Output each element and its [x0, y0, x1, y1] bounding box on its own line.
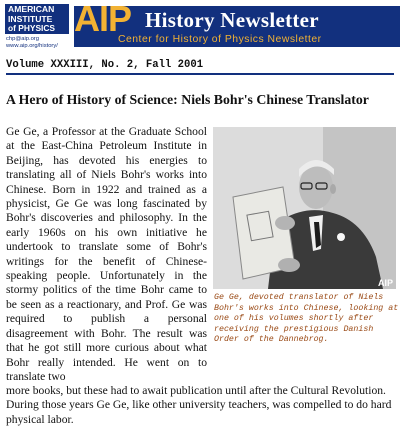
masthead [0, 0, 400, 60]
issue-line: Volume XXXIII, No. 2, Fall 2001 [6, 59, 204, 71]
aip-logo: AIP [74, 0, 132, 39]
header-divider [6, 73, 394, 75]
org-line-1: AMERICAN [8, 4, 55, 14]
contact-email[interactable]: chp@aip.org [6, 36, 39, 42]
contact-block [6, 36, 70, 50]
article-body-column: Ge Ge, a Professor at the Graduate School at the East-China Petroleum Institute in Beijing, has devoted his energies to translating all of Niels Bohr's works into Chinese. Born in 1922 and trained as a physicist, Ge Ge was long fascinated by Bohr's discoveries and philosophy. In the early 1960s on his own initiative he undertook to translate some of Bohr's writings for the benefit of Chinese-speaking people. Unfortunately in the stormy politics of the time Bohr came to be seen as a reactionary, and Prof. Ge was required to publish a personal disagreement with Bohr. The result was that he got still more curious about what Bohr really intended. He went on to translate two [6, 125, 207, 383]
ge-ge-photo [213, 127, 396, 289]
newsletter-title: History Newsletter [145, 8, 319, 32]
org-line-3: of PHYSICS [8, 23, 55, 34]
photo-caption: Ge Ge, devoted translator of Niels Bohr's works into Chinese, looking at one of his volumes shortly after receiving the prestigious Danish Order of the Dannebrog. [214, 293, 399, 345]
photo-illustration [213, 127, 396, 289]
article-body-continued: more books, but these had to await publication until after the Cultural Revolution. During those years Ge Ge, like other university teachers, was compelled to do hard physical labor. [6, 384, 392, 426]
org-line-2: INSTITUTE [8, 13, 53, 24]
article-headline: A Hero of History of Science: Niels Bohr's Chinese Translator [6, 92, 369, 107]
newsletter-subtitle: Center for History of Physics Newsletter [118, 34, 322, 45]
contact-website[interactable]: www.aip.org/history/ [6, 43, 58, 49]
photo-watermark: AIP [377, 278, 393, 288]
aip-org-logo [5, 4, 69, 34]
